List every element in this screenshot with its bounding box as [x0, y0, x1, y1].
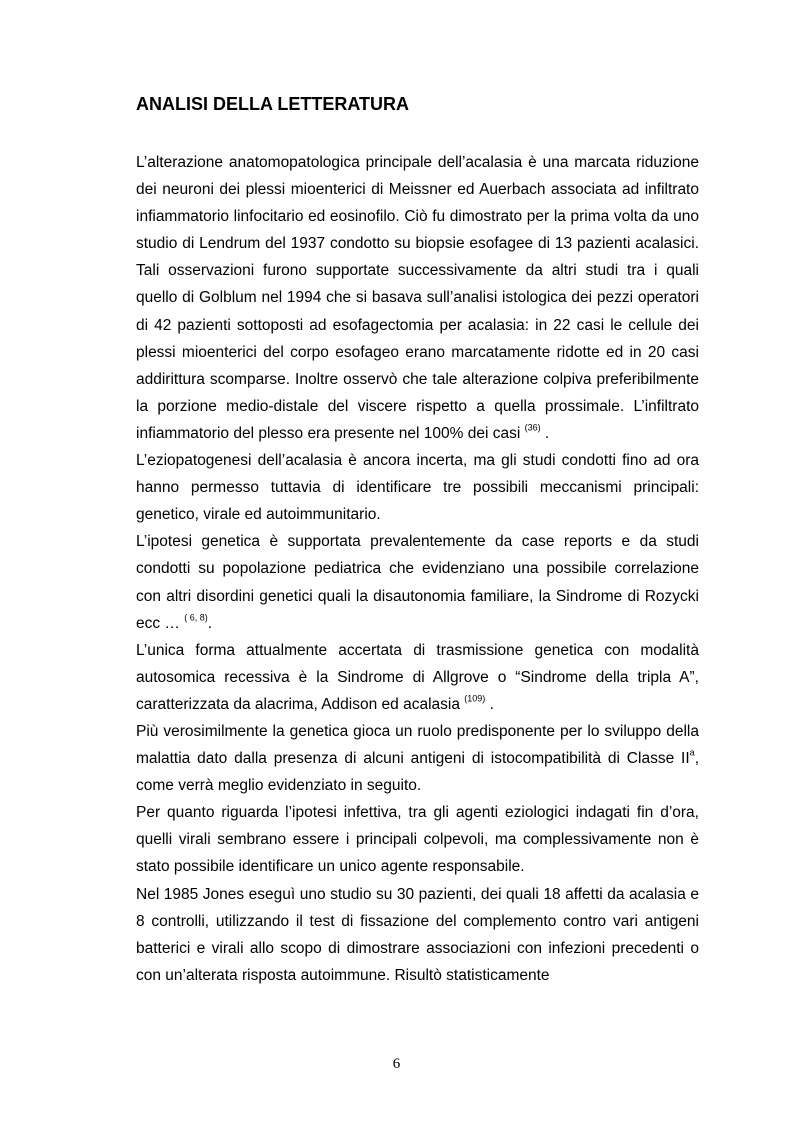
citation: (36)	[524, 422, 541, 433]
superscript: a	[689, 747, 695, 758]
citation: (109)	[464, 693, 486, 704]
paragraph-2: L’eziopatogenesi dell’acalasia è ancora incerta, ma gli studi condotti fino ad ora hanno permesso tuttavia di identificare tre possibili meccanismi principali: genetico, virale ed autoimmunitario.	[136, 452, 699, 524]
section-heading: ANALISI DELLA LETTERATURA	[136, 94, 409, 114]
citation: ( 6, 8)	[184, 611, 208, 622]
paragraph-7: Nel 1985 Jones eseguì uno studio su 30 pazienti, dei quali 18 affetti da acalasia e 8 controlli, utilizzando il test di fissazione del complemento contro vari antigeni batterici e virali allo scopo di dimostrare associazioni con infezioni precedenti o con un’alterata risposta autoimmune. Risultò statisticamente	[136, 885, 699, 984]
paragraph-4: L’unica forma attualmente accertata di trasmissione genetica con modalità autosomica recessiva è la Sindrome di Allgrove o “Sindrome della tripla A”, caratterizzata da alacrima, Addison ed acalasia $^{(109)}$ .	[136, 641, 699, 713]
body-text	[136, 149, 699, 989]
page-number: 6	[392, 1056, 401, 1072]
paragraph-5: Più verosimilmente la genetica gioca un ruolo predisponente per lo sviluppo della malattia dato dalla presenza di alcuni antigeni di istocompatibilità di Classe $II^a$, come verrà meglio evidenziato in seguito.	[136, 722, 699, 795]
paragraph-6: Per quanto riguarda l’ipotesi infettiva, tra gli agenti eziologici indagati fin d’ora, quelli virali sembrano essere i principali colpevoli, ma complessivamente non è stato possibile identificare un unico agente responsabile.	[136, 804, 699, 876]
paragraph-1: L’alterazione anatomopatologica principale dell’acalasia è una marcata riduzione dei neuroni dei plessi mioenterici di Meissner ed Auerbach associata ad infiltrato infiammatorio linfocitario ed eosinofilo. Ciò fu dimostrato per la prima volta da uno studio di Lendrum del 1937 condotto su biopsie esofagee di 13 pazienti acalasici. Tali osservazioni furono supportate successivamente da altri studi tra i quali quello di Golblum nel 1994 che si basava sull’analisi istologica dei pezzi operatori di 42 pazienti sottoposti ad esofagectomia per acalasia: in 22 casi le cellule dei plessi mioenterici del corpo esofageo erano marcatamente ridotte ed in 20 casi addirittura scomparse. Inoltre osservò che tale alterazione colpiva preferibilmente la porzione medio-distale del viscere rispetto a quella prossimale. L’infiltrato infiammatorio del plesso era presente nel 100% dei casi $^{(36)}$ .	[136, 154, 699, 442]
paragraph-3: L’ipotesi genetica è supportata prevalentemente da case reports e da studi condotti su popolazione pediatrica che evidenziano una possibile correlazione con altri disordini genetici quali la disautonomia familiare, la Sindrome di Rozycki ecc … $^{( 6, 8)}$.	[136, 533, 699, 632]
